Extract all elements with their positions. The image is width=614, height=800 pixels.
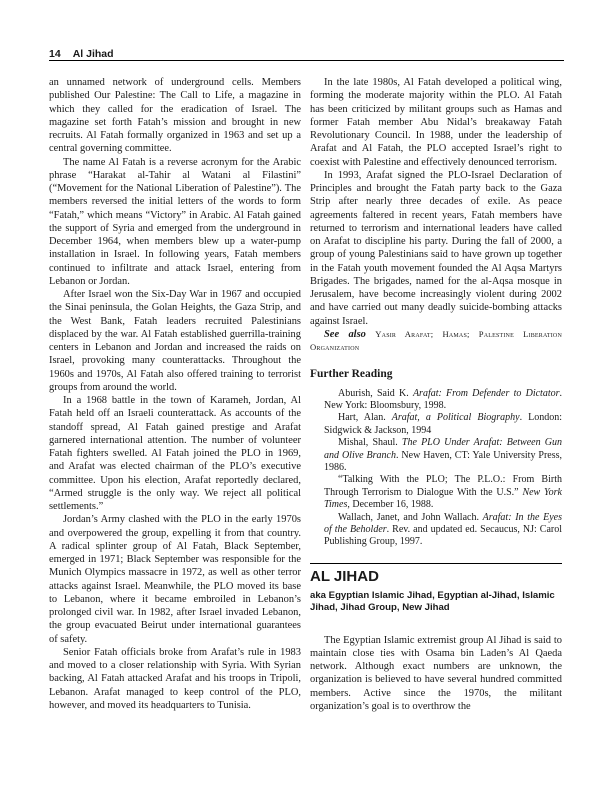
see-also-references[interactable]: Yasir Arafat; Hamas; Palestine Liberation Organization — [310, 328, 562, 352]
body-paragraph: The name Al Fatah is a reverse acronym for the Arabic phrase “Harakat al-Tahir al Watani al Filastini” (“Movement for the National Liberation of Palestine”). The members reversed the initial letters of the words to form “Fatah,” which means “Victory” in Arabic. Al Fatah gained the support of Syria and emerged from the underground in December 1964, when members blew up a water-pump installation in Israel. In following years, Fatah members continued to infiltrate and attack Israel, entering from Lebanon or Jordan. — [49, 156, 301, 287]
entry-title: AL JIHAD — [310, 568, 379, 586]
right-column — [310, 76, 562, 713]
page-number: 14 — [49, 48, 61, 60]
reading-entry: Mishal, Shaul. The PLO Under Arafat: Between Gun and Olive Branch. New Haven, CT: Yale University Press, 1986. — [324, 437, 563, 473]
reading-entry: Hart, Alan. Arafat, a Political Biography. London: Sidgwick & Jackson, 1994 — [324, 412, 563, 436]
body-paragraph: Jordan’s Army clashed with the PLO in the early 1970s and overpowered the group, expelling it from that country. A radical splinter group of Al Fatah, Black September, emerged in 1971; Black September was responsible for the Munich Olympics massacre in 1972, as well as other terror attacks against Israel. Meanwhile, the PLO moved its base to Lebanon, where it became embroiled in Lebanon’s prolonged civil war. In 1982, after Israel invaded Lebanon, the group evacuated Beirut under international guarantees of safety. — [49, 514, 301, 645]
running-title: Al Jihad — [72, 48, 114, 60]
entry-divider — [310, 563, 562, 565]
body-paragraph: In 1993, Arafat signed the PLO-Israel Declaration of Principles and brought the Fatah party back to the Gaza Strip after nearly three decades of exile. As peace agreements faltered in recent years, Fatah members have returned to terrorism and international leaders have called on Arafat to discipline his party. During the fall of 2000, a group of young Palestinians said to have grown up together in the Fatah youth movement founded the Al Aqsa Martyrs Brigades. The brigades, named for the al-Aqsa mosque in Jerusalem, have become increasingly violent during 2002 and have carried out many deadly suicide-bombing attacks against Israel. — [310, 169, 562, 327]
body-paragraph: In a 1968 battle in the town of Karameh, Jordan, Al Fatah held off an Israeli counterattack. As accounts of the standoff spread, Al Fatah gained prestige and Arafat garnered international attention. The number of volunteer Fatah fighters swelled. Al Fatah joined the PLO in 1969, and Arafat was elected chairman of the PLO’s executive committee. Upon his election, Arafat reportedly declared, “Armed struggle is the only way. We reject all political settlements.” — [49, 395, 301, 512]
reading-entry: Aburish, Said K. Arafat: From Defender to Dictator. New York: Bloomsbury, 1998. — [324, 387, 562, 411]
running-header — [49, 44, 564, 62]
body-paragraph: The Egyptian Islamic extremist group Al Jihad is said to maintain close ties with Osama bin Laden’s Al Qaeda network. Although exact numbers are unknown, the organization is believed to have several hundred committed members. Active since the 1970s, the militant organization’s goal is to overthrow the — [310, 634, 562, 712]
body-paragraph: an unnamed network of underground cells. Members published Our Palestine: The Call to Life, a magazine in which they called for the eradication of Israel. The magazine set forth Fatah’s mission and brought in new recruits. Al Fatah formally organized in 1963 and set up a central governing committee. — [49, 77, 301, 155]
see-also-label: See also — [324, 328, 366, 340]
further-reading-list — [310, 388, 562, 549]
header-rule — [49, 60, 564, 61]
left-column — [49, 76, 301, 712]
body-paragraph: In the late 1980s, Al Fatah developed a political wing, forming the moderate majority within the PLO. Al Fatah has been criticized by militant groups such as Hamas and former Fatah member Abu Nidal’s breakaway Fatah Revolutionary Council. In 1988, under the leadership of Arafat and Al Fatah, the PLO accepted Israel’s right to coexist with Palestine and effectively denounced terrorism. — [310, 77, 562, 168]
body-paragraph: Senior Fatah officials broke from Arafat’s rule in 1983 and moved to a closer relationship with Syria. With Syrian backing, Al Fatah attacked Arafat and his troops in Tripoli, Lebanon. Arafat managed to keep control of the PLO, however, and moved its headquarters to Tunisia. — [49, 646, 301, 711]
further-reading-heading: Further Reading — [310, 368, 393, 381]
reading-entry: Wallach, Janet, and John Wallach. Arafat: In the Eyes of the Beholder. Rev. and updated ed. Secaucus, NJ: Carol Publishing Group, 1997. — [324, 511, 563, 548]
see-also — [310, 328, 562, 355]
reading-entry: “Talking With the PLO; The P.L.O.: From Birth Through Terrorism to Dialogue With the U.S.” New York Times, December 16, 1988. — [324, 474, 562, 511]
entry-aka: aka Egyptian Islamic Jihad, Egyptian al-Jihad, Islamic Jihad, Jihad Group, New Jihad — [310, 589, 555, 613]
body-paragraph: After Israel won the Six-Day War in 1967 and occupied the Sinai peninsula, the Golan Heights, the Gaza Strip, and the West Bank, Fatah leaders recruited Palestinians displaced by the war. Al Fatah established guerrilla-training centers in Lebanon and Jordan and increased the raids on Israel, provoking many counterattacks. Throughout the 1960s and 1970s, Al Fatah also offered training to terrorist groups from around the world. — [49, 289, 301, 393]
